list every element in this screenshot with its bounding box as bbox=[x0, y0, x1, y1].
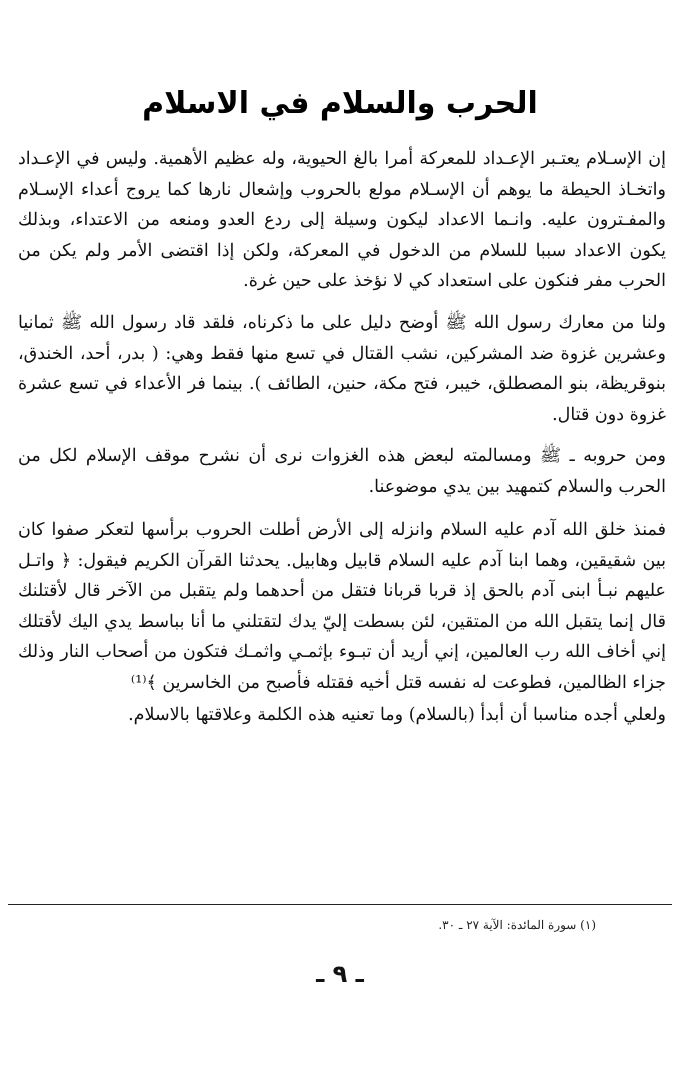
paragraph-2: ولنا من معارك رسول الله ﷺ أوضح دليل على ما ذكرناه، فلقد قاد رسول الله ﷺ ثمانيا وعشرين غزوة ضد المشركين، نشب القتال في تسع منها فقط وهي: ( بدر، أحد، الخندق، بنوقريظة، بنو المصطلق، خيبر، فتح مكة، حنين، الطائف ). بينما فر الأعداء في تسع عشرة غزوة دون قتال. bbox=[18, 313, 666, 425]
page-title: الحرب والسلام في الاسلام bbox=[142, 86, 538, 121]
paragraph-3: ومن حروبه ـ ﷺ ومسالمته لبعض هذه الغزوات نرى أن نشرح موقف الإسلام لكل من الحرب والسلام كتمهيد بين يدي موضوعنا. bbox=[18, 446, 666, 497]
footnote: (١) سورة المائدة: الآية ٢٧ ـ ٣٠. bbox=[438, 918, 596, 932]
page-number: ـ ٩ ـ bbox=[316, 960, 364, 988]
paragraph-5: ولعلي أجده مناسبا أن أبدأ (بالسلام) وما تعنيه هذه الكلمة وعلاقتها بالاسلام. bbox=[128, 705, 666, 725]
footnote-divider bbox=[8, 904, 672, 905]
paragraph-4: فمنذ خلق الله آدم عليه السلام وانزله إلى الأرض أطلت الحروب برأسها لتعكر صفوا كان بين شقيقين، وهما ابنا آدم عليه السلام قابيل وهابيل. يحدثنا القرآن الكريم فيقول: ﴿ واتـل عليهم نبـأ ابنى آدم بالحق إذ قربا قربانا فتقل من أحدهما ولم يتقبل من الآخر قال لأقتلنك قال إنما يتقبل الله من المتقين، لئن بسطت إليّ يدك لتقتلني ما أنا بباسط يدي اليك لأقتلك إني أخاف الله رب العالمين، إني أريد أن تبـوء بإثمـي واثمـك فتكون من أصحاب النار وذلك جزاء الظالمين، فطوعت له نفسه قتل أخيه فقتله فأصبح من الخاسرين ﴾⁽¹⁾ bbox=[18, 520, 666, 693]
paragraph-1: إن الإسـلام يعتـبر الإعـداد للمعركة أمرا بالغ الحيوية، وله عظيم الأهمية. وليس في الإعـداد واتخـاذ الحيطة ما يوهم أن الإسـلام مولع بالحروب وإشعال نارها كما يروج أعداء الإسـلام والمفـترون عليه. وانـما الاعداد ليكون وسيلة إلى ردع العدو ومنعه من الاعتداء، وبذلك يكون الاعداد سببا للسلام من الدخول في المعركة، ولكن إذا اقتضى الأمر ولم يكن من الحرب مفر فنكون على استعداد كي لا نؤخذ على حين غرة. bbox=[18, 149, 666, 291]
